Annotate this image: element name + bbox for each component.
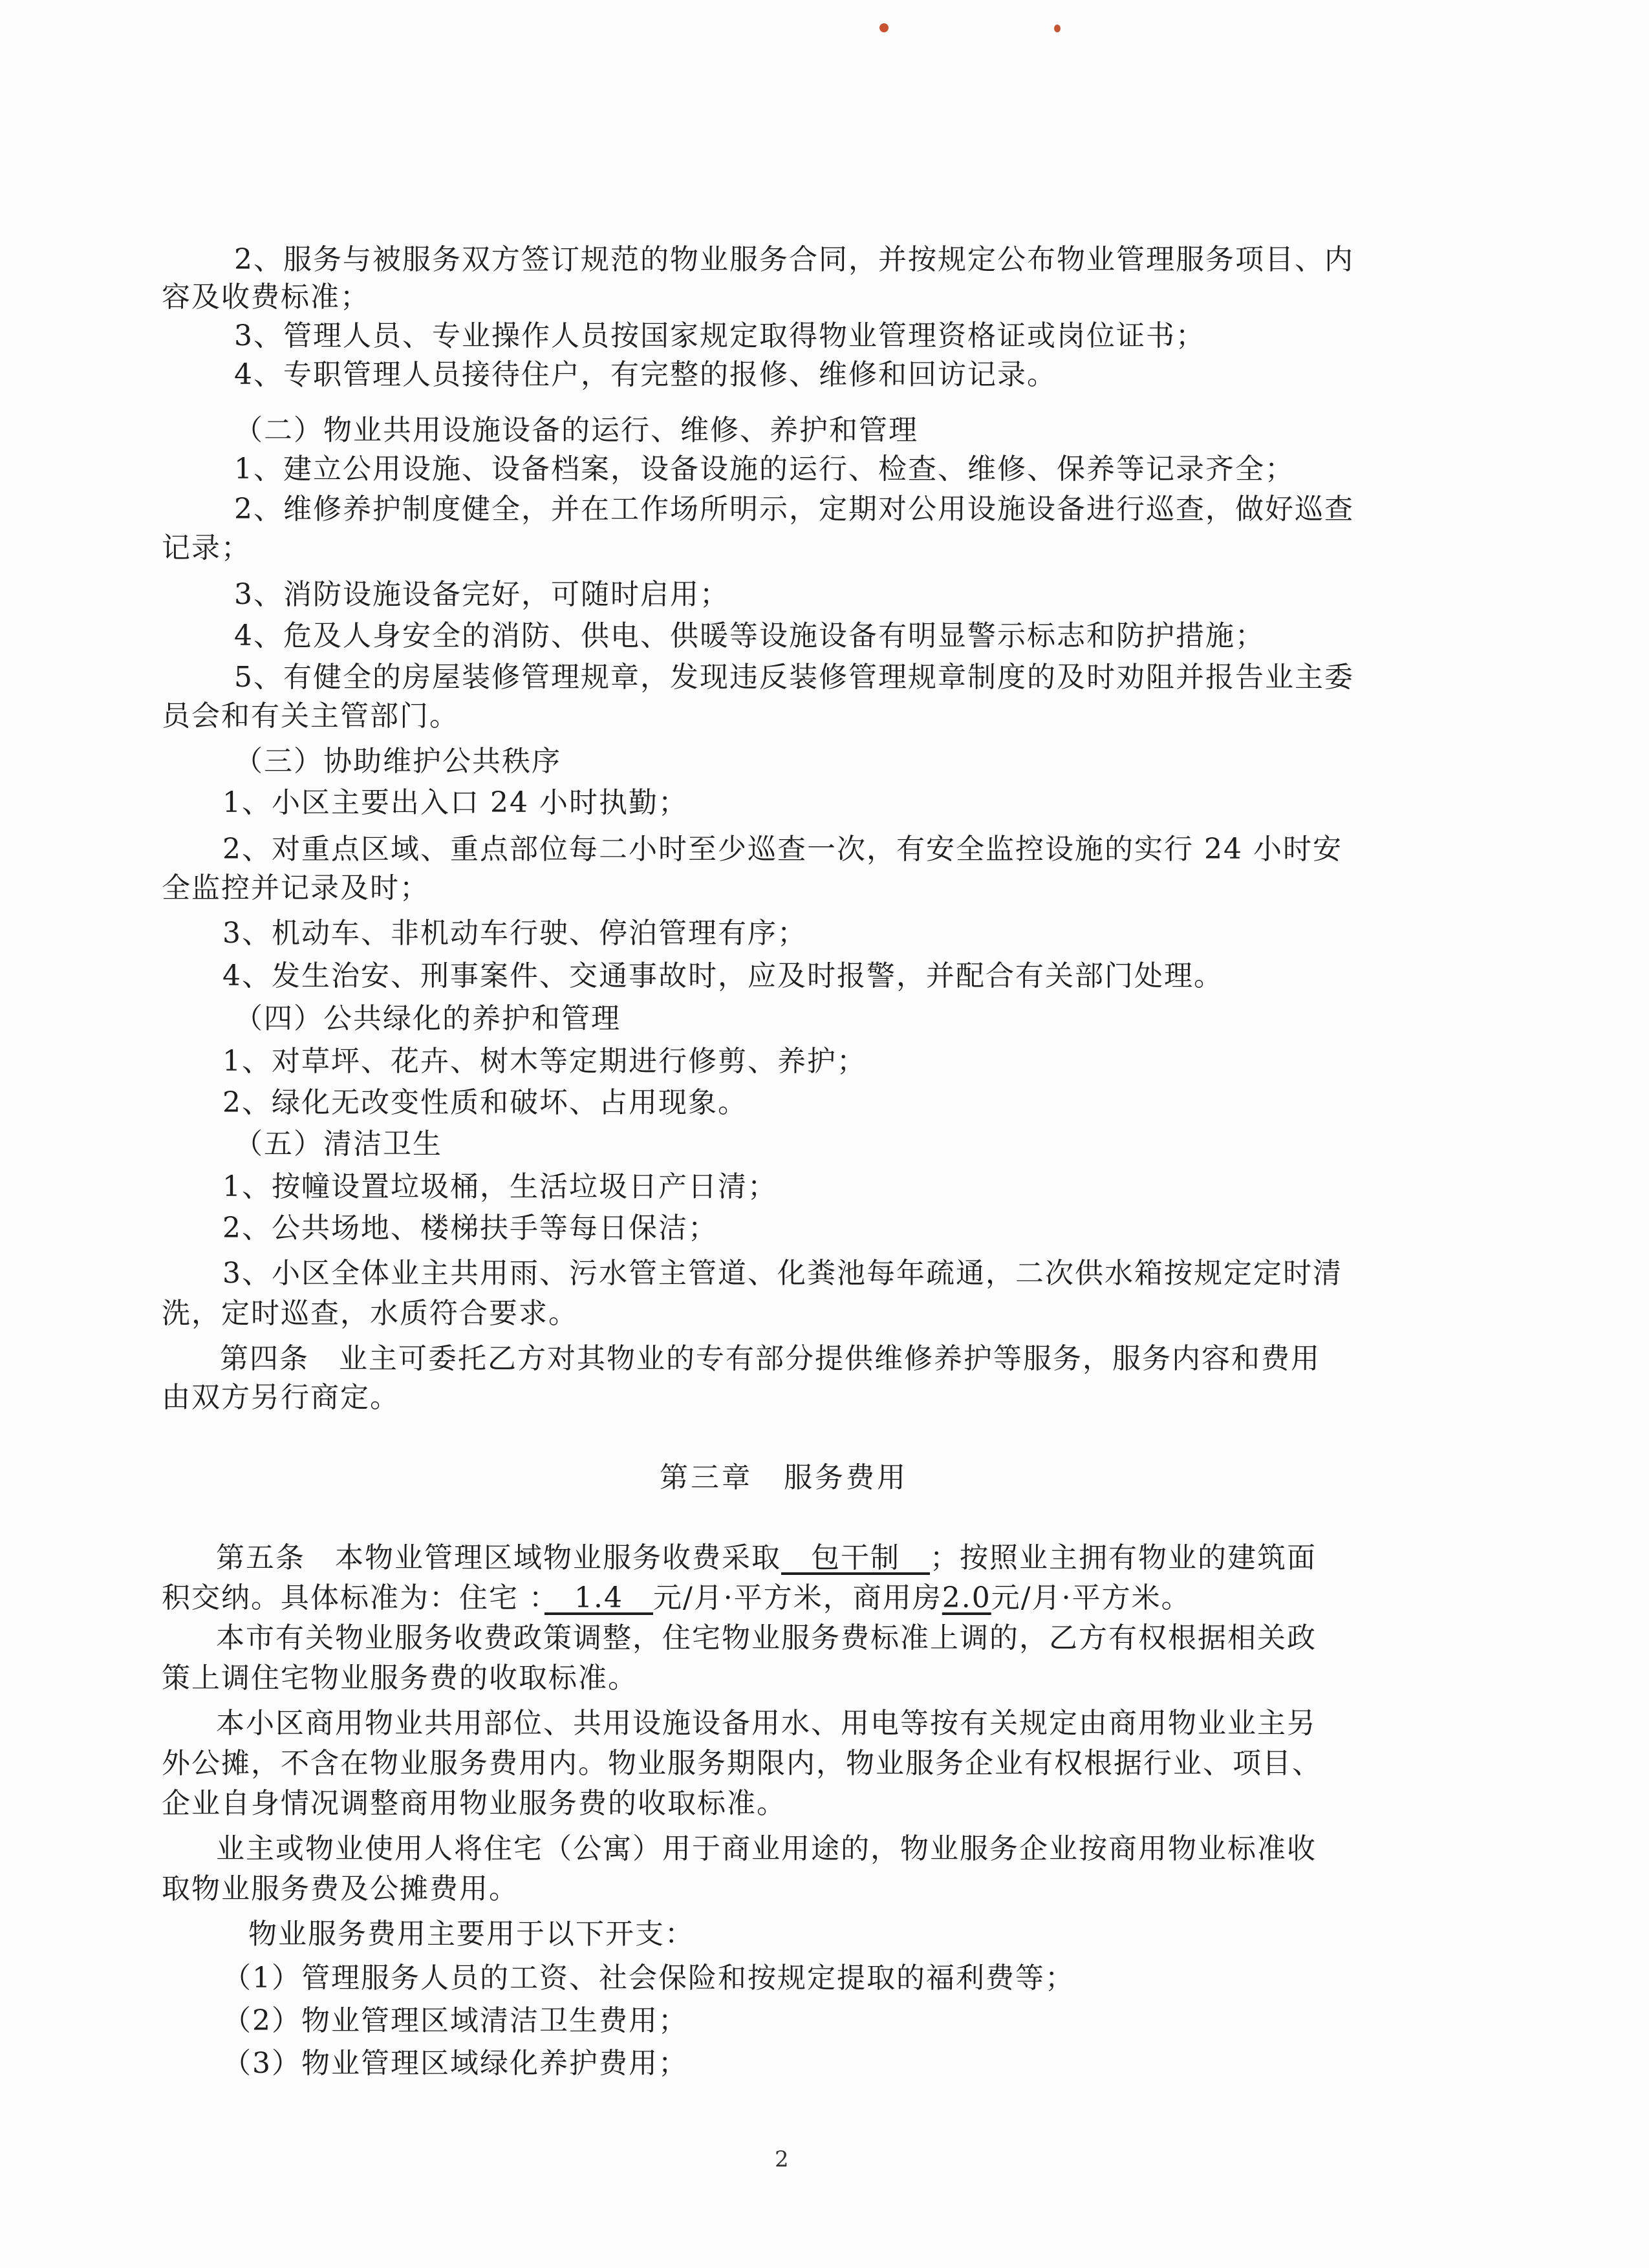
residential-rate-value: 1.4: [544, 1581, 653, 1614]
paragraph-line: 本小区商用物业共用部位、共用设施设备用水、用电等按有关规定由商用物业业主另: [216, 1707, 1317, 1740]
article-line: [216, 1539, 1317, 1578]
section-heading: （五）清洁卫生: [234, 1128, 442, 1161]
article5-text: 积交纳。具体标准为：住宅 ：: [162, 1581, 544, 1614]
article5-text: 第五条 本物业管理区域物业服务收费采取: [216, 1541, 781, 1574]
section-heading: （四）公共绿化的养护和管理: [234, 1002, 621, 1035]
clause-line: 3、消防设施设备完好，可随时启用；: [234, 578, 729, 611]
paragraph-line: 本市有关物业服务收费政策调整，住宅物业服务费标准上调的，乙方有权根据相关政: [216, 1621, 1317, 1654]
article-line: 由双方另行商定。: [162, 1381, 400, 1414]
clause-line: 2、绿化无改变性质和破坏、占用现象。: [222, 1086, 748, 1119]
clause-line: 记录；: [162, 531, 251, 564]
chapter-title: 第三章 服务费用: [660, 1461, 908, 1494]
paragraph-line: 物业服务费用主要用于以下开支：: [248, 1918, 695, 1951]
article-line: [162, 1579, 1191, 1618]
list-item: （1）管理服务人员的工资、社会保险和按规定提取的福利费等；: [222, 1962, 1075, 1995]
clause-line: 全监控并记录及时；: [162, 872, 429, 904]
clause-line: 2、对重点区域、重点部位每二小时至少巡查一次，有安全监控设施的实行 24 小时安: [222, 833, 1342, 866]
list-item: （3）物业管理区域绿化养护费用；: [222, 2047, 688, 2080]
clause-line: 容及收费标准；: [162, 281, 370, 314]
article-line: 第四条 业主可委托乙方对其物业的专有部分提供维修养护等服务，服务内容和费用: [220, 1342, 1320, 1375]
clause-line: 3、管理人员、专业操作人员按国家规定取得物业管理资格证或岗位证书；: [234, 319, 1205, 352]
clause-line: 洗，定时巡查，水质符合要求。: [162, 1297, 578, 1330]
clause-line: 1、对草坪、花卉、树木等定期进行修剪、养护；: [222, 1045, 867, 1078]
list-item: （2）物业管理区域清洁卫生费用；: [222, 2004, 688, 2037]
clause-line: 1、小区主要出入口 24 小时执勤；: [222, 786, 688, 819]
commercial-rate-value: 2.0: [942, 1581, 991, 1614]
article5-text: ；按照业主拥有物业的建筑面: [930, 1541, 1317, 1574]
paragraph-line: 企业自身情况调整商用物业服务费的收取标准。: [162, 1787, 786, 1820]
clause-line: 2、公共场地、楼梯扶手等每日保洁；: [222, 1212, 718, 1245]
fee-mode-value: 包干制: [781, 1541, 930, 1574]
clause-line: 4、专职管理人员接待住户，有完整的报修、维修和回访记录。: [234, 358, 1057, 391]
section-heading: （三）协助维护公共秩序: [234, 745, 561, 778]
article5-text: 元/月·平方米。: [991, 1581, 1191, 1614]
red-speck: [879, 23, 889, 32]
clause-line: 3、机动车、非机动车行驶、停泊管理有序；: [222, 917, 807, 950]
clause-line: 员会和有关主管部门。: [162, 700, 459, 733]
page-number: 2: [775, 2146, 789, 2172]
clause-line: 1、建立公用设施、设备档案，设备设施的运行、检查、维修、保养等记录齐全；: [234, 453, 1295, 486]
clause-line: 3、小区全体业主共用雨、污水管主管道、化粪池每年疏通，二次供水箱按规定定时清: [222, 1257, 1342, 1290]
clause-line: 2、维修养护制度健全，并在工作场所明示，定期对公用设施设备进行巡查，做好巡查: [234, 493, 1354, 526]
clause-line: 1、按幢设置垃圾桶，生活垃圾日产日清；: [222, 1170, 777, 1203]
paragraph-line: 取物业服务费及公摊费用。: [162, 1872, 519, 1905]
clause-line: 4、危及人身安全的消防、供电、供暖等设施设备有明显警示标志和防护措施；: [234, 619, 1265, 652]
paragraph-line: 策上调住宅物业服务费的收取标准。: [162, 1662, 638, 1695]
section-heading: （二）物业共用设施设备的运行、维修、养护和管理: [234, 414, 918, 447]
clause-line: 4、发生治安、刑事案件、交通事故时，应及时报警，并配合有关部门处理。: [222, 959, 1223, 992]
clause-line: 2、服务与被服务双方签订规范的物业服务合同，并按规定公布物业管理服务项目、内: [234, 243, 1354, 276]
article5-text: 元/月·平方米，商用房: [652, 1581, 942, 1614]
red-speck: [1054, 25, 1061, 32]
paragraph-line: 外公摊，不含在物业服务费用内。物业服务期限内，物业服务企业有权根据行业、项目、: [162, 1747, 1322, 1780]
paragraph-line: 业主或物业使用人将住宅（公寓）用于商业用途的，物业服务企业按商用物业标准收: [216, 1832, 1317, 1865]
clause-line: 5、有健全的房屋装修管理规章，发现违反装修管理规章制度的及时劝阻并报告业主委: [234, 661, 1354, 694]
